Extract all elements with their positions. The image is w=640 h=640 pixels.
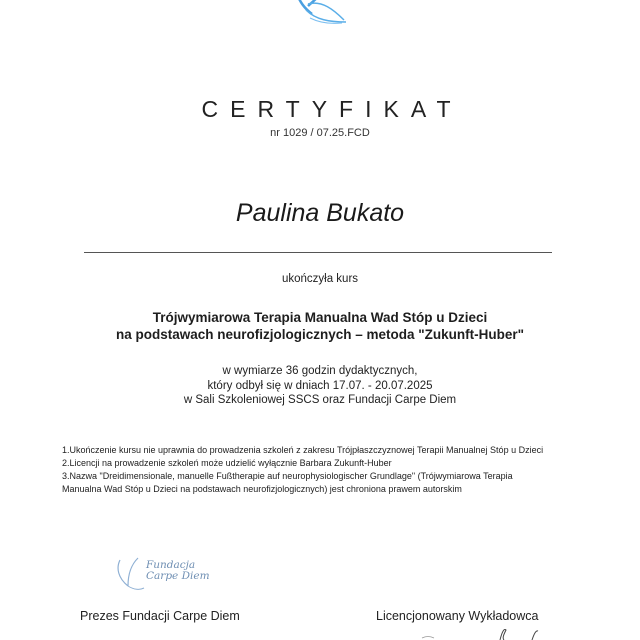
- handwritten-signature: [420, 628, 560, 640]
- completed-label: ukończyła kurs: [281, 273, 359, 285]
- note-1: 1.Ukończenie kursu nie uprawnia do prowadzenia szkoleń z zakresu Trójpłaszczyznowej Terapii Manualnej Stóp u Dzieci: [62, 445, 544, 455]
- signature-label-president: Prezes Fundacji Carpe Diem: [80, 609, 240, 623]
- note-2: 2.Licencji na prowadzenie szkoleń może udzielić wyłącznie Barbara Zukunft-Huber: [62, 458, 392, 468]
- notes: [62, 444, 622, 496]
- butterfly-icon: [112, 556, 146, 592]
- signature-label-lecturer: Licencjonowany Wykładowca: [376, 609, 539, 623]
- butterfly-logo-icon: [282, 0, 362, 24]
- details-hours: w wymiarze 36 godzin dydaktycznych,: [222, 365, 418, 377]
- name-underline: [84, 252, 552, 253]
- note-3: 3.Nazwa "Dreidimensionale, manuelle Fußtherapie auf neurophysiologischer Grundlage" (Trójwymiarowa Terapia: [62, 471, 513, 481]
- foundation-logo-line2: Carpe Diem: [146, 570, 210, 582]
- course-title: [0, 309, 640, 343]
- foundation-logo-line1: Fundacja: [146, 559, 196, 571]
- recipient-name: Paulina Bukato: [235, 199, 405, 227]
- course-details: [0, 364, 640, 408]
- course-title-line2: na podstawach neurofizjologicznych – metoda "Zukunft-Huber": [115, 327, 525, 342]
- details-location: w Sali Szkoleniowej SSCS oraz Fundacji Carpe Diem: [183, 394, 457, 406]
- foundation-logo-text: [146, 560, 210, 582]
- note-3-cont: Manualna Wad Stóp u Dzieci na podstawach neurofizjologicznych) jest chroniona prawem autorskim: [62, 484, 462, 494]
- foundation-logo: [112, 556, 222, 592]
- certificate-title: CERTYFIKAT: [201, 96, 463, 122]
- course-title-line1: Trójwymiarowa Terapia Manualna Wad Stóp u Dzieci: [152, 310, 488, 325]
- certificate-number: nr 1029 / 07.25.FCD: [270, 127, 370, 139]
- details-dates: który odbył się w dniach 17.07. - 20.07.2025: [207, 379, 433, 392]
